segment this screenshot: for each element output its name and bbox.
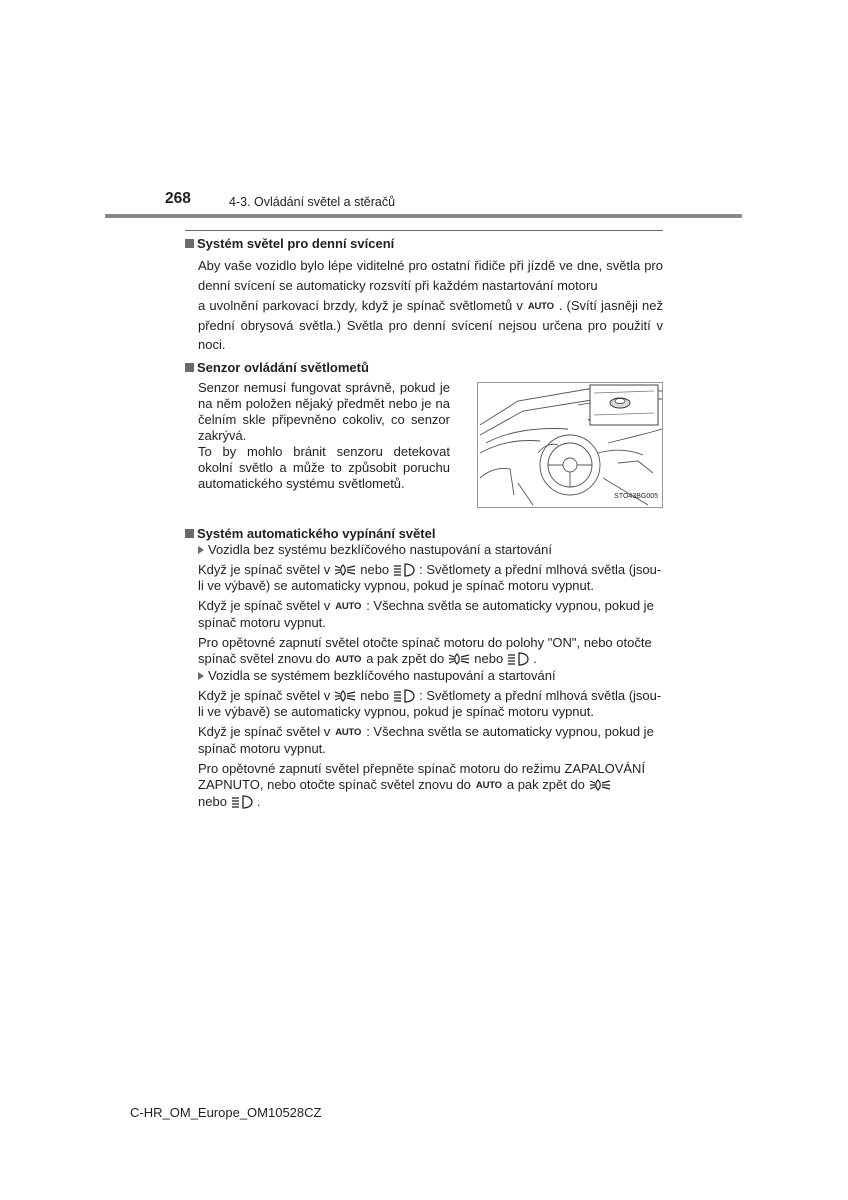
square-bullet-icon [185, 239, 194, 248]
autooff-sub-2: Vozidla se systémem bezklíčového nastupování a startování [198, 668, 663, 684]
auto-symbol: AUTO [335, 727, 362, 738]
auto-symbol: AUTO [475, 780, 502, 791]
s1-paragraph-2: Když je spínač světel v AUTO : Všechna světla se automaticky vypnou, pokud je spínač motoru vypnut. [198, 598, 654, 630]
tail-light-icon [448, 652, 470, 666]
headlight-icon [393, 563, 415, 577]
auto-symbol: AUTO [335, 601, 362, 612]
triangle-bullet-icon [198, 546, 204, 554]
autooff-heading: Systém automatického vypínání světel [185, 526, 663, 542]
page-content [185, 236, 663, 810]
sensor-figure [477, 382, 663, 508]
daytime-paragraph-1: Aby vaše vozidlo bylo lépe viditelné pro ostatní řidiče při jízdě ve dne, světla pro denní svícení se automaticky rozsvítí při každém nastartování motoru [198, 258, 663, 293]
headlight-icon [507, 652, 529, 666]
s1-paragraph-3: Pro opětovné zapnutí světel otočte spínač motoru do polohy "ON", nebo otočte spínač světel znovu do AUTO a pak zpět do nebo . [198, 635, 652, 666]
triangle-bullet-icon [198, 672, 204, 680]
daytime-paragraph-2: a uvolnění parkovací brzdy, když je spínač světlometů v AUTO . (Svítí jasněji než přední obrysová světla.) Světla pro denní svícení nejsou určena pro použití v noci. [198, 298, 663, 352]
sensor-paragraph-1: Senzor nemusí fungovat správně, pokud je na něm položen nějaký předmět nebo je na čelním skle připevněno cokoliv, co senzor zakrývá. [198, 380, 450, 443]
s2-paragraph-1: Když je spínač světel v nebo : Světlomety a přední mlhová světla (jsou-li ve výbavě) se automaticky vypnou, pokud je spínač motoru vypnut. [198, 688, 662, 719]
tail-light-icon [334, 689, 356, 703]
s2-paragraph-3: Pro opětovné zapnutí světel přepněte spínač motoru do režimu ZAPALOVÁNÍ ZAPNUTO, nebo otočte spínač světel znovu do AUTO a pak zpět do nebo . [198, 761, 646, 809]
headlight-icon [393, 689, 415, 703]
autooff-sub-1: Vozidla bez systému bezklíčového nastupování a startování [198, 542, 663, 558]
auto-symbol: AUTO [335, 654, 362, 665]
figure-code: STO43BG005 [614, 493, 658, 500]
sensor-paragraph-2: To by mohlo bránit senzoru detekovat okolní světlo a může to způsobit poruchu automatického systému světlometů. [198, 444, 450, 491]
square-bullet-icon [185, 363, 194, 372]
s2-paragraph-2: Když je spínač světel v AUTO : Všechna světla se automaticky vypnou, pokud je spínač motoru vypnut. [198, 724, 654, 756]
daytime-heading: Systém světel pro denní svícení [185, 236, 663, 252]
content-top-rule [185, 230, 663, 231]
section-title: 4-3. Ovládání světel a stěračů [229, 195, 396, 209]
sensor-text [198, 380, 450, 508]
auto-symbol: AUTO [527, 301, 554, 312]
tail-light-icon [589, 778, 611, 792]
headlight-icon [231, 795, 253, 809]
tail-light-icon [334, 563, 356, 577]
header-rule [105, 214, 742, 218]
sensor-block [185, 380, 663, 508]
square-bullet-icon [185, 529, 194, 538]
page-number: 268 [165, 190, 191, 207]
s1-paragraph-1: Když je spínač světel v nebo : Světlomety a přední mlhová světla (jsou-li ve výbavě) se automaticky vypnou, pokud je spínač motoru vypnut. [198, 562, 662, 593]
sensor-heading: Senzor ovládání světlometů [185, 360, 663, 376]
document-code: C-HR_OM_Europe_OM10528CZ [130, 1105, 322, 1120]
